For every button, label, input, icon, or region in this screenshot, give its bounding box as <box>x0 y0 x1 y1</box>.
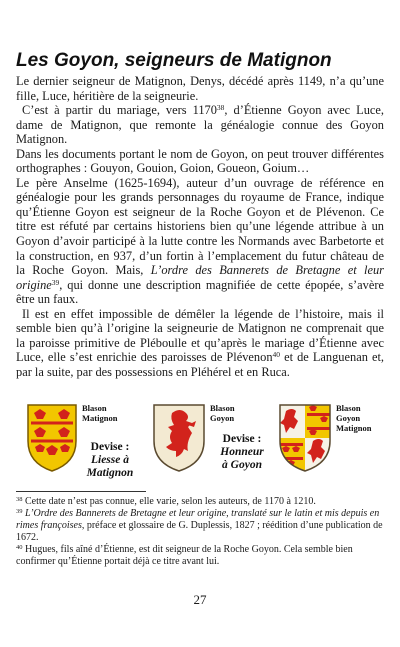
footnote-ref-38[interactable]: 38 <box>216 103 225 113</box>
footnote-39-text: , préface et glossaire de G. Duplessis, 1827 ; réédition d’une publication de 1672. <box>16 520 383 543</box>
footnote-40-text: Hugues, fils aîné d’Étienne, est dit seigneur de la Roche Goyon. Cela semble bien confirmer qu’Étienne portait déjà ce titre avant lui. <box>16 544 353 567</box>
paragraph-4 <box>16 176 384 307</box>
paragraph-5-text-b: et de Languenan et, par la suite, par des possessions en Pléhérel et en Ruca. <box>16 350 384 379</box>
devise-2-label: Devise : <box>222 433 262 445</box>
page-number: 27 <box>193 592 207 607</box>
devise-2-line-1: Honneur <box>220 446 264 458</box>
goyon-coat-of-arms-icon <box>152 403 206 473</box>
paragraph-2 <box>16 103 384 147</box>
footnote-ref-39[interactable]: 39 <box>51 277 60 287</box>
paragraph-4-book-title: L’ordre des Bannerets de Bretagne et leur origine <box>16 263 385 292</box>
devise-goyon <box>210 433 274 472</box>
footnote-separator <box>16 491 146 492</box>
footnotes <box>16 496 384 568</box>
coats-of-arms-row <box>16 403 384 481</box>
blason-matignon-label <box>82 403 117 423</box>
footnote-40-number: 40 <box>16 544 23 551</box>
blason-3-line-1: Blason <box>336 403 361 413</box>
blason-2-line-2: Goyon <box>210 413 235 423</box>
section-title: Les Goyon, seigneurs de Matignon <box>16 50 332 71</box>
paragraph-1 <box>16 74 384 103</box>
blason-1-line-1: Blason <box>82 403 107 413</box>
devise-1-label: Devise : <box>90 441 130 453</box>
footnote-38-number: 38 <box>16 496 23 503</box>
paragraph-5 <box>16 307 384 380</box>
footnote-40 <box>16 544 384 568</box>
paragraph-2-text-a: C’est à partir du mariage, vers 1170 <box>22 103 217 118</box>
blason-1-line-2: Matignon <box>82 413 118 423</box>
blason-2-line-1: Blason <box>210 403 235 413</box>
blason-3-line-2: Goyon <box>336 413 361 423</box>
footnote-ref-40[interactable]: 40 <box>272 350 281 360</box>
devise-1-line-1: Liesse à <box>90 454 129 466</box>
body-text <box>16 74 384 379</box>
matignon-coat-of-arms-icon <box>26 403 78 473</box>
footnote-39 <box>16 508 384 544</box>
paragraph-2-text-b: , d’Étienne Goyon avec Luce, dame de Matignon, que remonte la généalogie connue des Goyon Matignon. <box>16 103 384 147</box>
paragraph-3 <box>16 147 384 176</box>
footnote-39-number: 39 <box>16 508 23 515</box>
goyon-matignon-coat-of-arms-icon <box>278 403 332 473</box>
footnote-39-book-title: L’Ordre des Bannerets de Bretagne et leur origine, translaté sur le latin et mis depuis en rimes françoises <box>16 508 380 531</box>
devise-1-line-2: Matignon <box>86 467 134 479</box>
paragraph-1-text: Le dernier seigneur de Matignon, Denys, décédé après 1149, n’a qu’une fille, Luce, héritière de la seigneurie. <box>16 74 384 103</box>
paragraph-4-text-a: Le père Anselme (1625-1694), auteur d’un ouvrage de référence en généalogie pour les grands personnages du royaume de France, indique qu’Étienne Goyon est seigneur de la Roche Goyon et de Plévenon. Ce titre est réfuté par certains historiens bien qu’une légende attribue à un Goyon d’avoir participé à la lutte contre les Normands avec Barbetorte et la construction, en 937, d’un fortin à l’emplacement du futur château de la Roche Goyon. Mais, <box>16 175 384 278</box>
blason-goyon-matignon-label <box>336 403 371 433</box>
blason-goyon-label <box>210 403 235 423</box>
paragraph-3-text: Dans les documents portant le nom de Goyon, on peut trouver différentes orthographes : Gouyon, Gouion, Goion, Goueon, Goium… <box>16 146 384 176</box>
devise-2-line-2: à Goyon <box>222 459 262 471</box>
paragraph-5-text-a: Il est en effet impossible de démêler la légende de l’histoire, mais il semble bien qu’à l’origine la seigneurie de Matignon ne comprenait que la paroisse primitive de Pléboulle et qu’après le mariage d’Étienne avec Luce, elle s’est enrichie des paroisses de Plévenon <box>16 306 384 365</box>
footnote-38-text: Cette date n’est pas connue, elle varie, selon les auteurs, de 1170 à 1210. <box>22 496 316 507</box>
footnote-38 <box>16 496 384 508</box>
devise-matignon <box>76 441 144 480</box>
blason-3-line-3: Matignon <box>336 423 372 433</box>
paragraph-4-text-b: , qui donne une description magnifiée de cette épopée, s’avère être un faux. <box>16 277 384 307</box>
